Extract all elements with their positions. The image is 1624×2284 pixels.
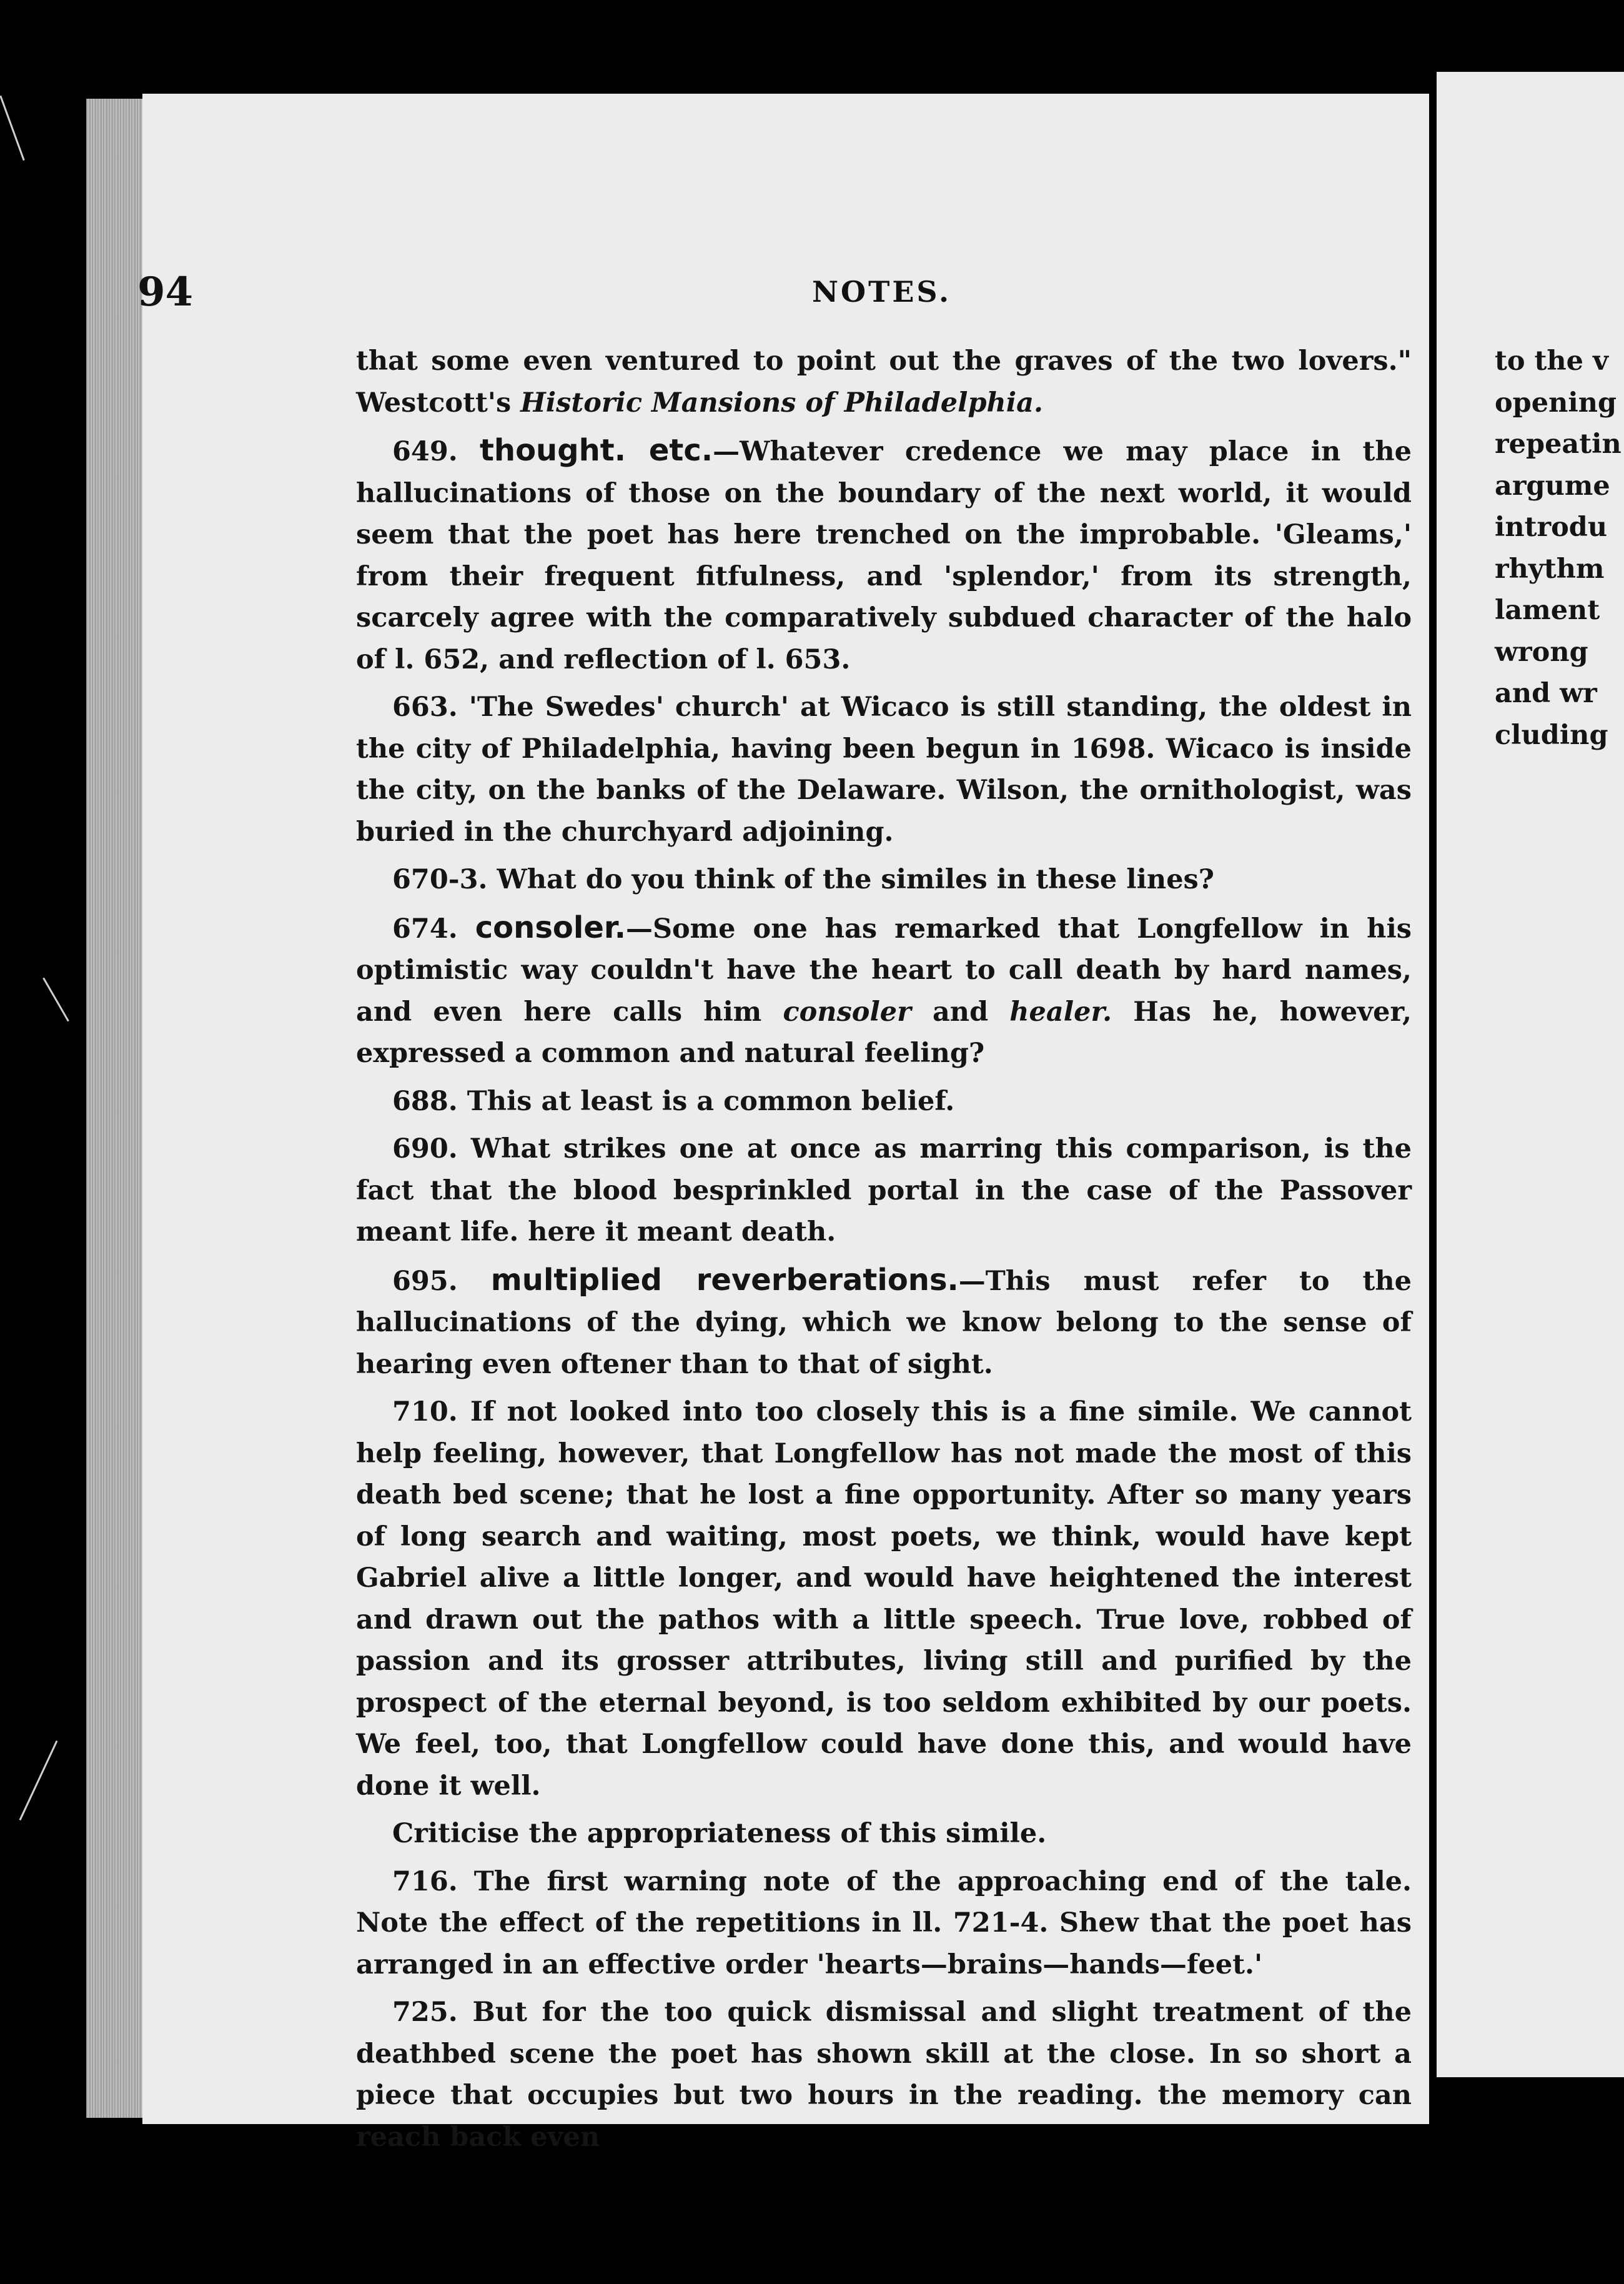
right-line: cluding	[1495, 719, 1608, 751]
note-663: 663. 'The Swedes' church' at Wicaco is still standing, the oldest in the city of Philadelphia, having been begun in 1698. Wicaco is inside the city, on the banks of the Delaware. Wilson, the ornithologist, was buried in the churchyard adjoining.	[356, 692, 1412, 848]
note-670: 670-3. What do you think of the similes in these lines?	[392, 864, 1214, 895]
note-690: 690. What strikes one at once as marring this comparison, is the fact that the blood besprinkled portal in the case of the Passover meant life. here it meant death.	[356, 1133, 1412, 1248]
right-line: to the v	[1495, 345, 1608, 377]
note-688: 688. This at least is a common belief.	[392, 1085, 955, 1117]
note-695: 695. multiplied reverberations.—This must refer to the hallucinations of the dying, which we know belong to the sense of hearing even oftener than to that of sight.	[356, 1262, 1412, 1380]
right-line: repeatin	[1495, 429, 1622, 460]
right-line: wrong	[1495, 636, 1588, 668]
note-710-question: Criticise the appropriateness of this simile.	[392, 1818, 1047, 1849]
right-page-text	[1495, 340, 1620, 756]
note-710: 710. If not looked into too closely this is a fine simile. We cannot help feeling, however, that Longfellow has not made the most of this death bed scene; that he lost a fine opportunity. After so many years of long search and waiting, most poets, we think, would have kept Gabriel alive a little longer, and would have heightened the interest and drawn out the pathos with a little speech. True love, robbed of passion and its grosser attributes, living still and purified by the prospect of the eternal beyond, is too seldom exhibited by our poets. We feel, too, that Longfellow could have done this, and would have done it well.	[356, 1396, 1412, 1802]
right-line: argume	[1495, 470, 1610, 502]
book-edge	[86, 99, 144, 2118]
note-716: 716. The first warning note of the approaching end of the tale. Note the effect of the repetitions in ll. 721-4. Shew that the poet has arranged in an effective order 'hearts—brains—hands—feet.'	[356, 1865, 1412, 1980]
running-head: NOTES.	[812, 275, 952, 309]
right-line: lament	[1495, 595, 1600, 626]
right-line: rhythm	[1495, 553, 1605, 585]
continuation-paragraph: that some even ventured to point out the graves of the two lovers." Westcott's Historic Mansions of Philadelphia.	[356, 345, 1412, 419]
note-725: 725. But for the too quick dismissal and slight treatment of the deathbed scene the poet has shown skill at the close. In so short a piece that occupies but two hours in the reading. the memory can reach back even	[356, 1997, 1412, 2153]
note-649: 649. thought. etc.—Whatever credence we may place in the hallucinations of those on the boundary of the next world, it would seem that the poet has here trenched on the improbable. 'Gleams,' from their frequent fitfulness, and 'splendor,' from its strength, scarcely agree with the comparatively subdued character of the halo of l. 652, and reflection of l. 653.	[356, 433, 1412, 675]
page-number: 94	[137, 269, 194, 315]
film-scratch	[19, 1740, 58, 1820]
right-line: introdu	[1495, 512, 1608, 543]
note-674: 674. consoler.—Some one has remarked that Longfellow in his optimistic way couldn't have the heart to call death by hard names, and even here calls him consoler and healer. Has he, however, expressed a common and natural feeling?	[356, 910, 1412, 1069]
film-scratch	[42, 978, 69, 1022]
right-line: opening	[1495, 387, 1617, 419]
right-line: and wr	[1495, 678, 1597, 709]
film-scratch	[0, 96, 25, 161]
notes-body	[356, 340, 1412, 2158]
